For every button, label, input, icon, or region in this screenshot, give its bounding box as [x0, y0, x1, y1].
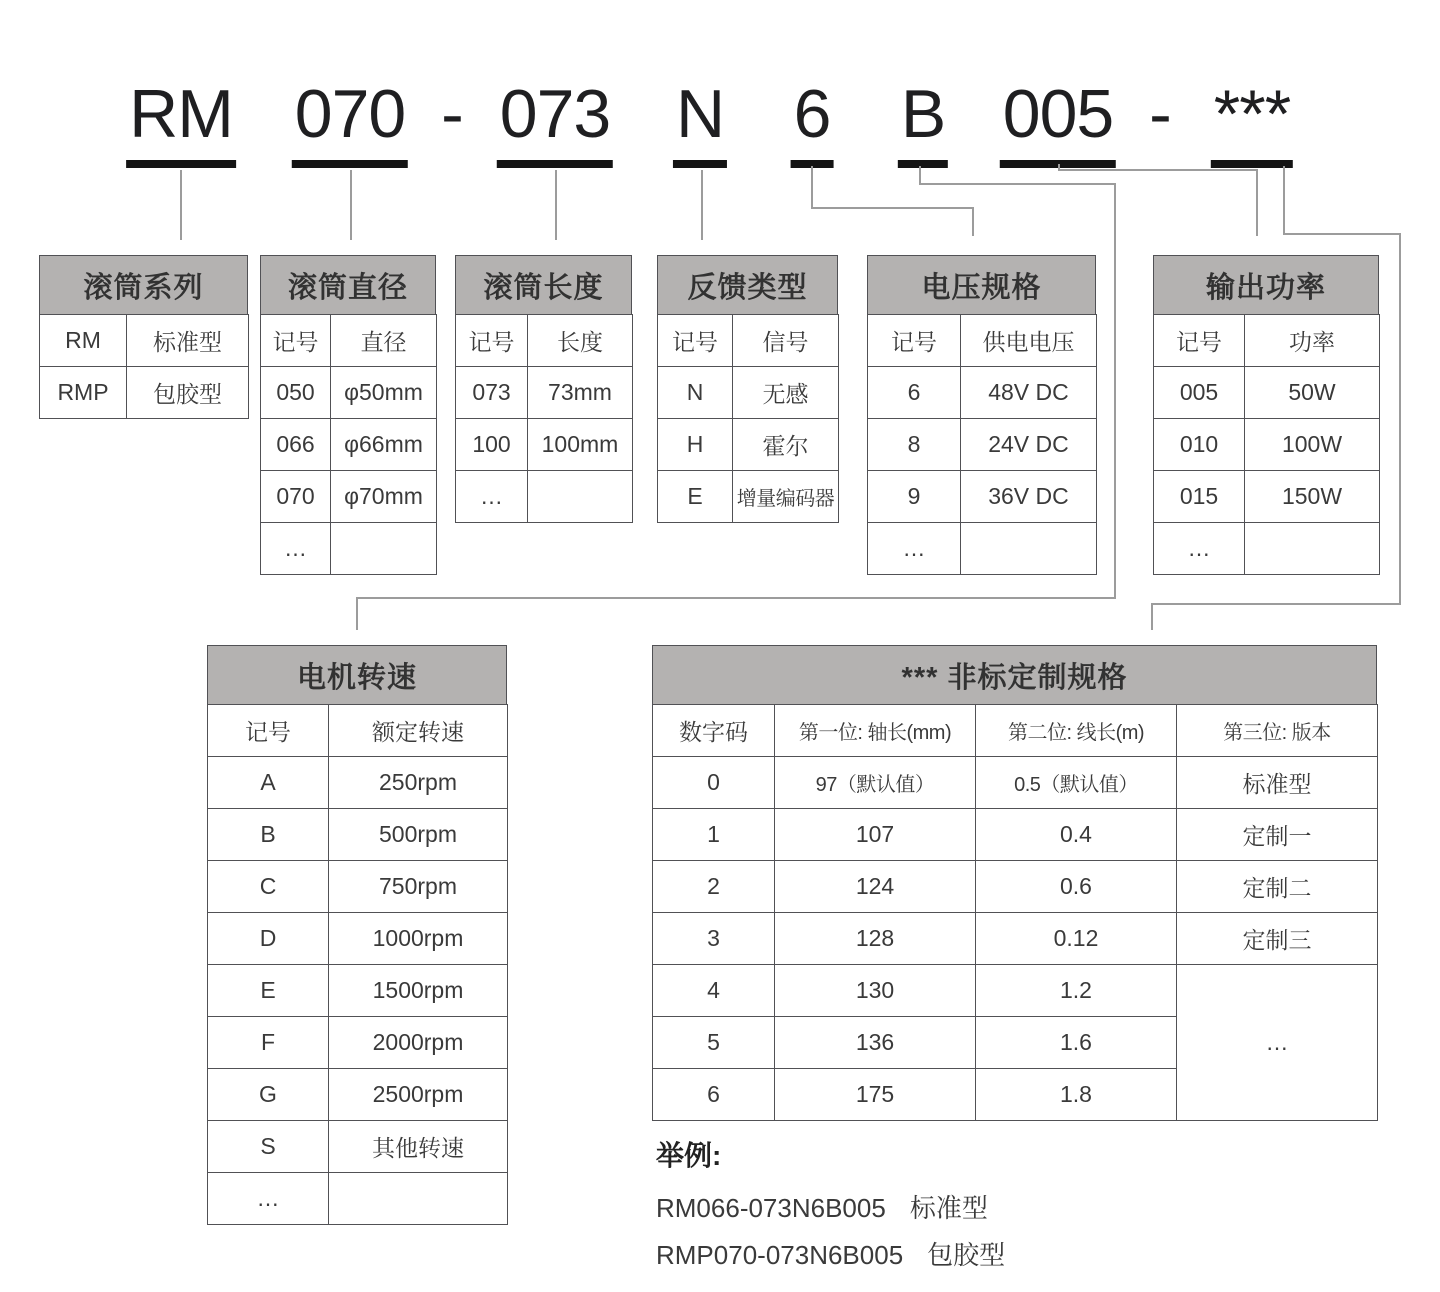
table-row: [658, 366, 839, 418]
table-cell: N: [658, 366, 733, 418]
table-cell: E: [658, 470, 733, 522]
table-cell: 功率: [1245, 314, 1380, 366]
table-cell: 36V DC: [961, 470, 1097, 522]
table-cell: 150W: [1245, 470, 1380, 522]
table-row: [868, 366, 1097, 418]
table-cell: 010: [1154, 418, 1245, 470]
table-cell: 3: [653, 912, 775, 964]
table-cell: 100mm: [528, 418, 633, 470]
examples-title: 举例:: [656, 1140, 722, 1171]
example-type: 包胶型: [927, 1240, 1006, 1270]
table-cell: [1245, 522, 1380, 574]
table-cell: 24V DC: [961, 418, 1097, 470]
table-title: 电机转速: [207, 645, 507, 705]
table-cell: 数字码: [653, 704, 775, 756]
table-cell: 175: [775, 1068, 976, 1120]
table-cell: 9: [868, 470, 961, 522]
example-code: RMP070-073N6B005: [656, 1240, 904, 1270]
table-cell: 2500rpm: [329, 1068, 508, 1120]
table-cell: 6: [868, 366, 961, 418]
table-cell: 100W: [1245, 418, 1380, 470]
table-row: [208, 1016, 508, 1068]
table-cell: φ70mm: [331, 470, 437, 522]
table-row: [868, 522, 1097, 574]
table-roller-diameter: [260, 255, 436, 575]
table-cell: 记号: [1154, 314, 1245, 366]
table-row: [456, 418, 633, 470]
table-cell: F: [208, 1016, 329, 1068]
table-cell: 记号: [208, 704, 329, 756]
table-cell: 霍尔: [733, 418, 839, 470]
table-cell: 100: [456, 418, 528, 470]
table-cell: 无感: [733, 366, 839, 418]
table-cell: [961, 522, 1097, 574]
table-roller-series: [39, 255, 248, 419]
table-cell: 第二位: 线长(m): [976, 704, 1177, 756]
table-row: [456, 366, 633, 418]
table-row: [658, 314, 839, 366]
table-cell: 6: [653, 1068, 775, 1120]
table-cell: 包胶型: [127, 366, 249, 418]
table-row: [1154, 418, 1380, 470]
table-cell: …: [261, 522, 331, 574]
table-row: [1154, 366, 1380, 418]
table-cell: 0.4: [976, 808, 1177, 860]
table-row: [208, 860, 508, 912]
table-title: 电压规格: [867, 255, 1096, 315]
example-code: RM066-073N6B005: [656, 1193, 886, 1223]
table-cell: 直径: [331, 314, 437, 366]
table-cell: 136: [775, 1016, 976, 1068]
table-cell: 标准型: [1177, 756, 1378, 808]
table-row: [208, 704, 508, 756]
table-cell: 48V DC: [961, 366, 1097, 418]
code-segment-custom: ***: [1213, 76, 1291, 152]
table-cell: [331, 522, 437, 574]
table-cell: 500rpm: [329, 808, 508, 860]
table-title: 滚筒长度: [455, 255, 632, 315]
table-output-power: [1153, 255, 1379, 575]
table-cell: …: [456, 470, 528, 522]
table-cell: …: [868, 522, 961, 574]
table-cell: 标准型: [127, 314, 249, 366]
table-row: [208, 1120, 508, 1172]
table-cell: G: [208, 1068, 329, 1120]
table-row: [456, 314, 633, 366]
table-cell: 124: [775, 860, 976, 912]
code-segment-series: RM: [129, 76, 233, 152]
table-cell: 066: [261, 418, 331, 470]
table-row: [456, 470, 633, 522]
table-cell: 第三位: 版本: [1177, 704, 1378, 756]
table-cell: [528, 470, 633, 522]
code-segment-length: 073: [499, 76, 611, 152]
table-cell: 050: [261, 366, 331, 418]
connector-power: [1059, 164, 1257, 236]
table-row: [653, 860, 1378, 912]
table-cell: H: [658, 418, 733, 470]
table-cell: 8: [868, 418, 961, 470]
table-cell: E: [208, 964, 329, 1016]
table-cell: 73mm: [528, 366, 633, 418]
table-cell: 750rpm: [329, 860, 508, 912]
table-cell: 额定转速: [329, 704, 508, 756]
table-row: [868, 470, 1097, 522]
table-cell: 107: [775, 808, 976, 860]
table-cell: 其他转速: [329, 1120, 508, 1172]
table-cell: 1: [653, 808, 775, 860]
table-cell: 长度: [528, 314, 633, 366]
table-cell: 2: [653, 860, 775, 912]
table-cell: 1.2: [976, 964, 1177, 1016]
table-cell: 015: [1154, 470, 1245, 522]
table-cell: …: [208, 1172, 329, 1224]
examples-section: [656, 1134, 1005, 1282]
table-voltage-spec: [867, 255, 1096, 575]
table-cell: 070: [261, 470, 331, 522]
code-segment-dash-2: -: [1149, 76, 1171, 152]
table-row: [868, 418, 1097, 470]
table-cell: 记号: [261, 314, 331, 366]
table-cell: 1.6: [976, 1016, 1177, 1068]
table-cell: 1500rpm: [329, 964, 508, 1016]
table-cell: 供电电压: [961, 314, 1097, 366]
table-row: [261, 470, 437, 522]
table-cell: 定制二: [1177, 860, 1378, 912]
code-segment-feedback: N: [675, 76, 725, 152]
table-row: [40, 366, 249, 418]
table-cell: 记号: [868, 314, 961, 366]
table-cell: [329, 1172, 508, 1224]
table-roller-length: [455, 255, 632, 523]
table-cell: 0.6: [976, 860, 1177, 912]
table-cell: …: [1154, 522, 1245, 574]
table-row: [208, 808, 508, 860]
table-cell: 97（默认值）: [775, 756, 976, 808]
table-cell: 50W: [1245, 366, 1380, 418]
table-row: [653, 912, 1378, 964]
table-cell: S: [208, 1120, 329, 1172]
code-segment-dash-1: -: [441, 76, 463, 152]
table-cell: …: [1177, 964, 1378, 1120]
table-row: [40, 314, 249, 366]
table-cell: RMP: [40, 366, 127, 418]
code-segment-power: 005: [1002, 76, 1114, 152]
table-feedback-type: [657, 255, 838, 523]
table-row: [653, 808, 1378, 860]
table-title: 滚筒直径: [260, 255, 436, 315]
table-cell: 128: [775, 912, 976, 964]
table-row: [261, 418, 437, 470]
table-row: [1154, 314, 1380, 366]
example-item: [656, 1235, 1005, 1272]
table-cell: 定制一: [1177, 808, 1378, 860]
table-title: 滚筒系列: [39, 255, 248, 315]
table-row: [208, 756, 508, 808]
code-segment-diameter: 070: [294, 76, 406, 152]
table-cell: 4: [653, 964, 775, 1016]
table-cell: 2000rpm: [329, 1016, 508, 1068]
table-cell: 0.5（默认值）: [976, 756, 1177, 808]
table-row: [261, 522, 437, 574]
table-cell: C: [208, 860, 329, 912]
table-custom-spec: [652, 645, 1377, 1121]
table-row: [261, 314, 437, 366]
table-cell: D: [208, 912, 329, 964]
table-row: [208, 1068, 508, 1120]
table-cell: 0: [653, 756, 775, 808]
connector-voltage: [812, 166, 973, 236]
table-cell: 1000rpm: [329, 912, 508, 964]
table-title: *** 非标定制规格: [652, 645, 1377, 705]
table-cell: φ66mm: [331, 418, 437, 470]
table-cell: RM: [40, 314, 127, 366]
table-row: [1154, 470, 1380, 522]
table-title: 反馈类型: [657, 255, 838, 315]
table-cell: 073: [456, 366, 528, 418]
table-cell: 记号: [456, 314, 528, 366]
table-cell: 信号: [733, 314, 839, 366]
table-row: [653, 964, 1378, 1016]
table-row: [208, 912, 508, 964]
table-row: [208, 964, 508, 1016]
table-cell: φ50mm: [331, 366, 437, 418]
table-cell: 定制三: [1177, 912, 1378, 964]
table-cell: 0.12: [976, 912, 1177, 964]
table-cell: 250rpm: [329, 756, 508, 808]
table-cell: 1.8: [976, 1068, 1177, 1120]
table-row: [1154, 522, 1380, 574]
code-segment-voltage: 6: [793, 76, 831, 152]
example-item: [656, 1188, 1005, 1225]
table-row: [658, 470, 839, 522]
table-cell: A: [208, 756, 329, 808]
table-cell: 第一位: 轴长(mm): [775, 704, 976, 756]
table-cell: 130: [775, 964, 976, 1016]
table-row: [868, 314, 1097, 366]
table-cell: 005: [1154, 366, 1245, 418]
table-title: 输出功率: [1153, 255, 1379, 315]
table-cell: 5: [653, 1016, 775, 1068]
table-row: [653, 704, 1378, 756]
table-cell: 记号: [658, 314, 733, 366]
table-row: [261, 366, 437, 418]
table-row: [208, 1172, 508, 1224]
table-row: [653, 756, 1378, 808]
table-cell: B: [208, 808, 329, 860]
table-motor-speed: [207, 645, 507, 1225]
code-segment-speed: B: [900, 76, 946, 152]
table-cell: 增量编码器: [733, 470, 839, 522]
table-row: [658, 418, 839, 470]
example-type: 标准型: [909, 1193, 988, 1223]
